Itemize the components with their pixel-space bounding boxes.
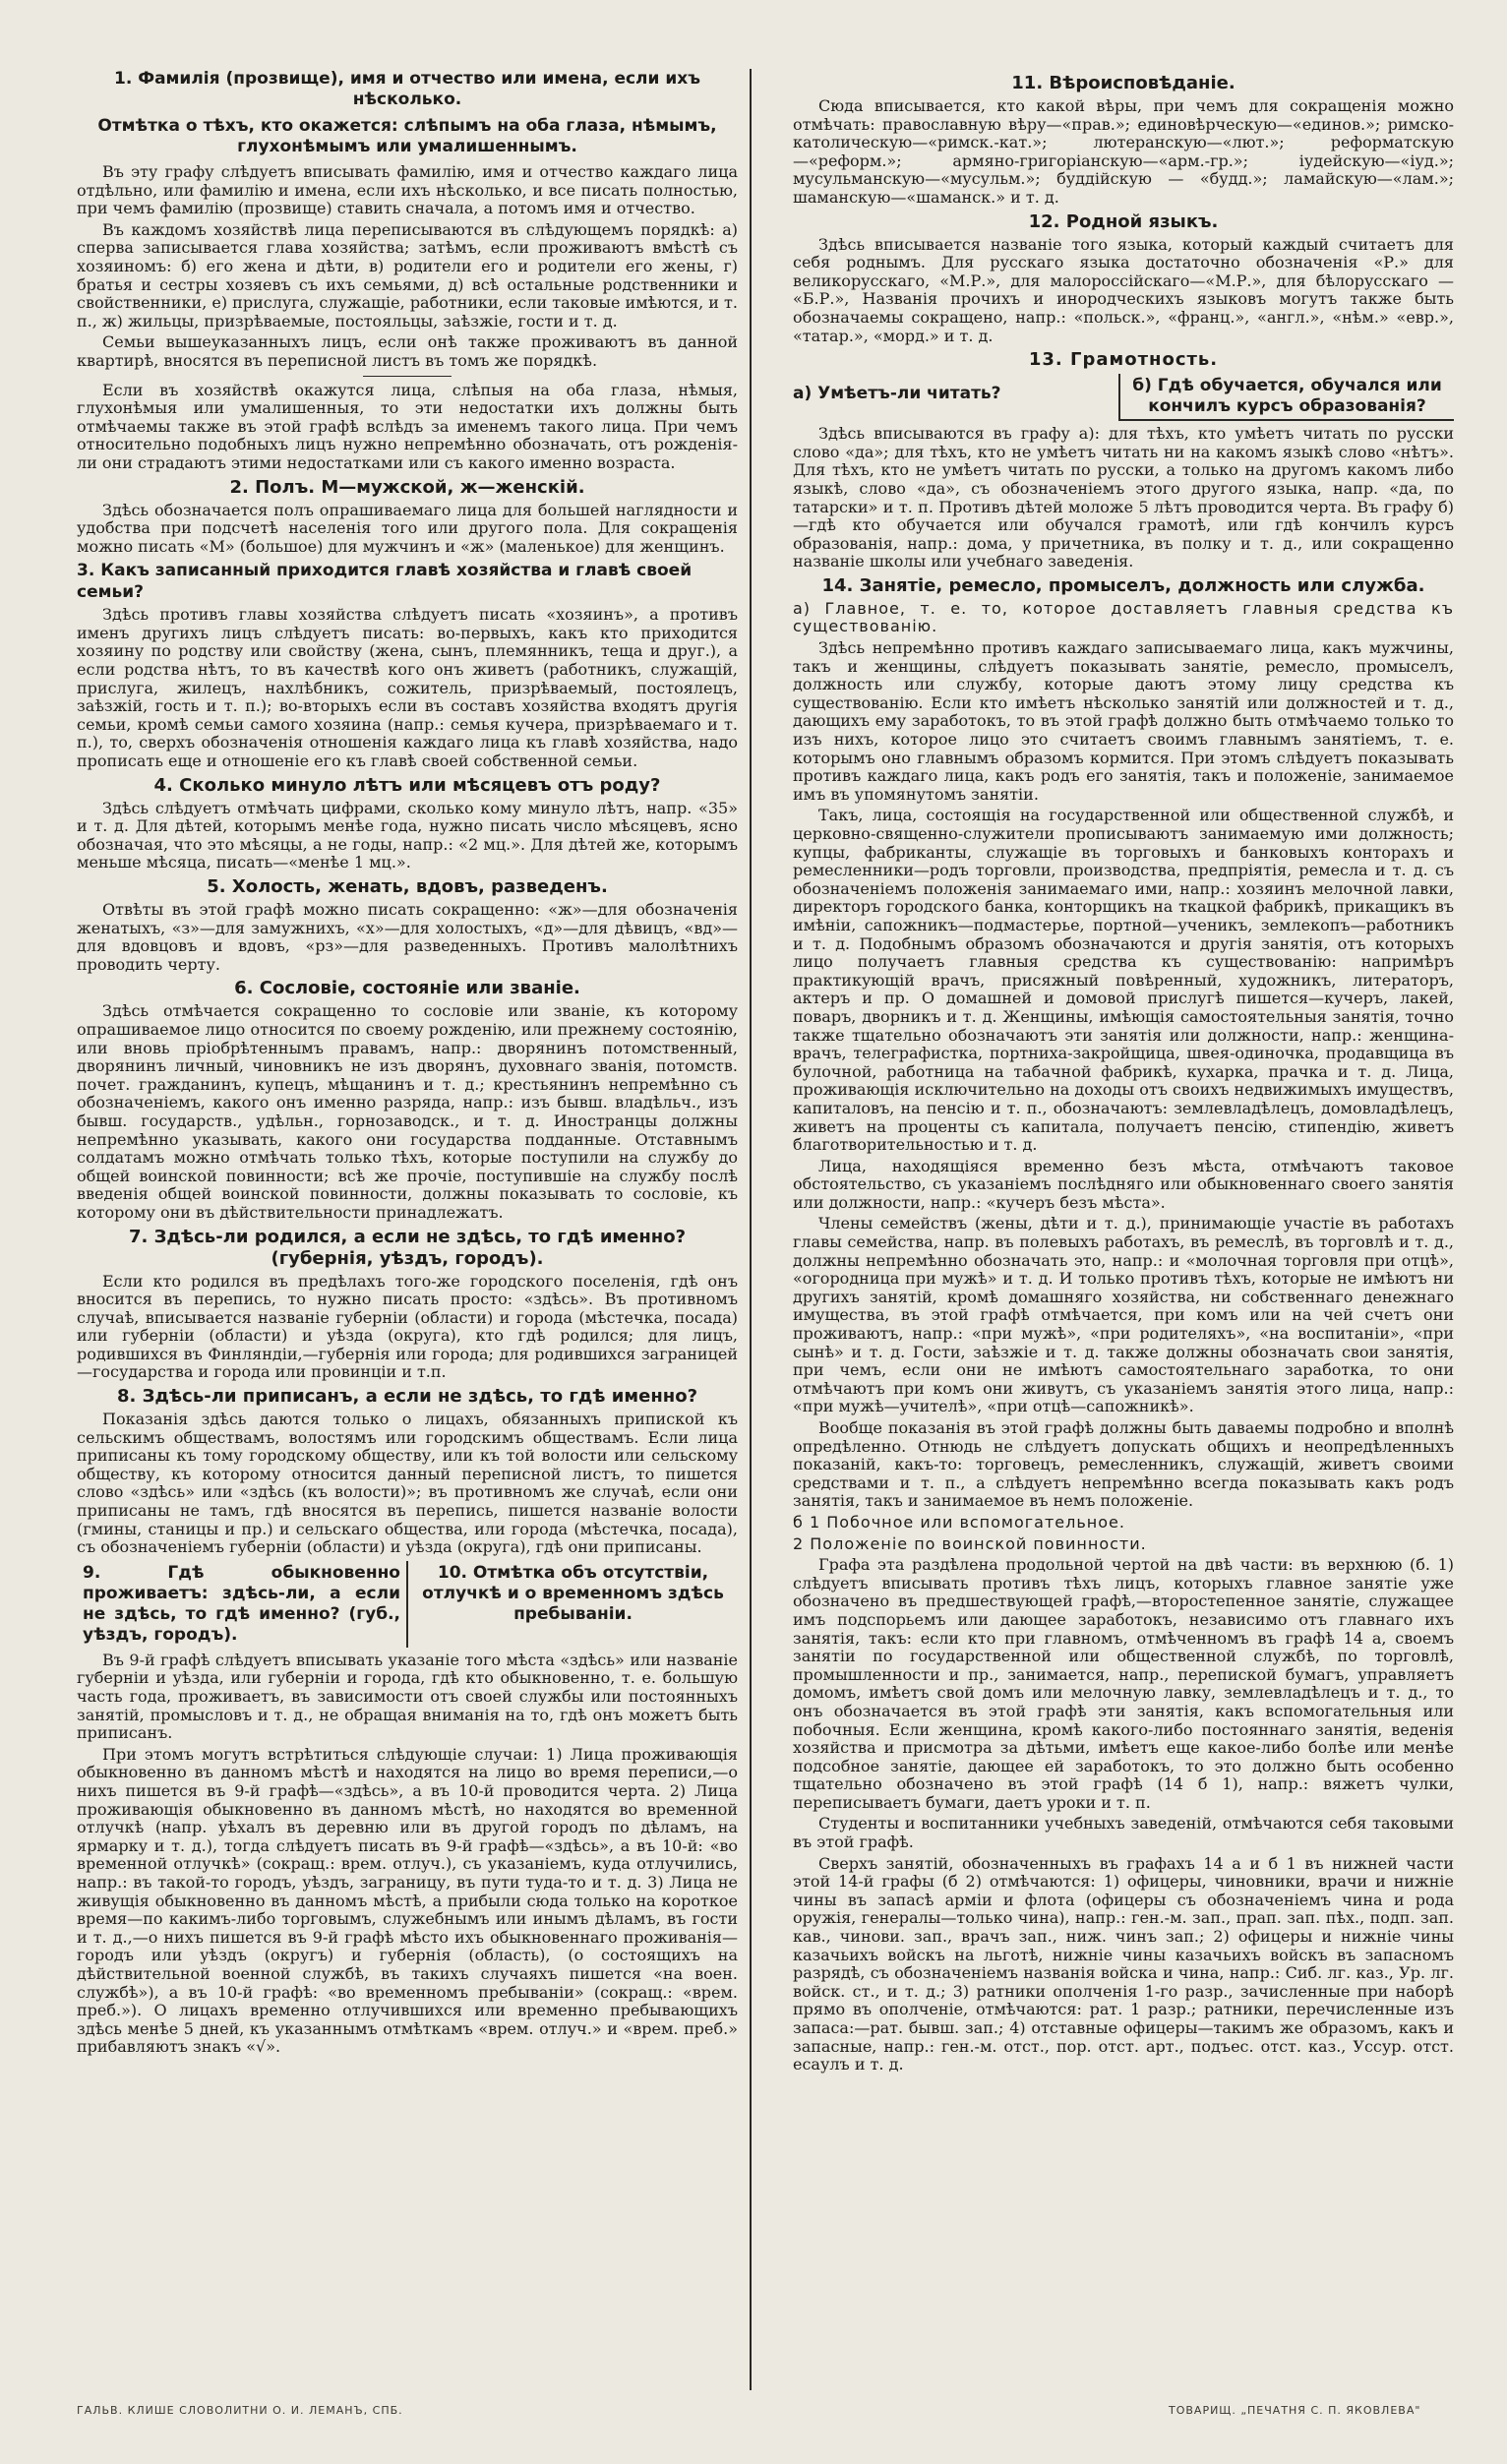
- section-13-b-label: б) Гдѣ обучается, обучался или кончилъ курсъ образованія?: [1118, 374, 1454, 421]
- paragraph: Въ каждомъ хозяйствѣ лица переписываются въ слѣдующемъ порядкѣ: а) сперва записывается глава хозяйства; затѣмъ, если проживаютъ вмѣстѣ съ хозяиномъ: б) его жена и дѣти, в) родители его и родители его жены, г) братья и сестры хозяевъ съ ихъ семьями, д) всѣ остальные родственники и свойственники, е) прислуга, служащіе, работники, если таковые имѣются, и т. п., ж) жильцы, призрѣваемые, постояльцы, заѣзжіе, гости и т. д.: [77, 219, 738, 331]
- section-8-title: 8. Здѣсь-ли приписанъ, а если не здѣсь, то гдѣ именно?: [116, 1386, 698, 1408]
- section-2-title: 2. Полъ. М—мужской, ж—женскій.: [229, 476, 585, 498]
- paragraph: Здѣсь вписываются въ графу а): для тѣхъ, кто умѣетъ читать по русски слово «да»; для тѣхъ, кто не умѣетъ читать ни на какомъ языкѣ слово «нѣтъ». Для тѣхъ, кто не умѣетъ читать по русски, а только на другомъ какомъ либо языкѣ, слово «да», съ обозначеніемъ этого другого языка, напр. «да, по татарски» и т. п. Противъ дѣтей моложе 5 лѣтъ проводится черта. Въ графу б)—гдѣ кто обучается или обучался грамотѣ, или гдѣ кончилъ курсъ образованія, напр.: дома, у причетника, въ полку и т. д., или сокращенно названіе школы или учебнаго заведенія.: [793, 424, 1454, 571]
- paragraph: Члены семействъ (жены, дѣти и т. д.), принимающіе участіе въ работахъ главы семейства, напр. въ полевыхъ работахъ, въ ремеслѣ, въ торговлѣ и т. д., должны непремѣнно обозначать это, напр.: и «молочная торговля при отцѣ», «огородница при мужѣ» и т. д. И только противъ тѣхъ, которые не имѣютъ ни другихъ занятій, кромѣ домашняго хозяйства, ни собственнаго денежнаго имущества, въ этой графѣ отмѣчается, при комъ или на чей счетъ они проживаютъ, напр.: «при мужѣ», «при родителяхъ», «на воспитаніи», «при сынѣ» и т. д. Гости, заѣзжіе и т. д. также должны обозначать свои занятія, при чемъ, если они не имѣютъ самостоятельнаго заработка, то они отмѣчаютъ при комъ они живутъ, съ указаніемъ занятія этого лица, напр.: «при мужѣ—учителѣ», «при отцѣ—сапожникѣ».: [793, 1214, 1454, 1416]
- section-12-title: 12. Родной языкъ.: [1028, 210, 1219, 232]
- section-13-a-label: а) Умѣетъ-ли читать?: [793, 384, 1001, 404]
- section-1-title: 1. Фамилія (прозвище), имя и отчество или имена, если ихъ нѣсколько.: [114, 69, 700, 109]
- paragraph: Здѣсь вписывается названіе того языка, который каждый считаетъ для себя роднымъ. Для русскаго языка достаточно обозначенія «Р.» для великорусскаго, «М.Р.», для малороссійскаго—«М.Р.», для бѣлорусскаго — «Б.Р.», Названія прочихъ и инородческихъ языковъ могутъ также быть обозначаемы сокращено, напр.: «польск.», «франц.», «англ.», «нѣм.» «евр.», «татар.», «морд.» и т. д.: [793, 234, 1454, 345]
- paragraph: Если кто родился въ предѣлахъ того-же городского поселенія, гдѣ онъ вносится въ перепись, то нужно писать просто: «здѣсь». Въ противномъ случаѣ, вписывается названіе губерніи (области) и города (мѣстечка, посада) или губерніи (области) и уѣзда (округа), кто гдѣ родился; для лицъ, родившихся въ Финляндіи,—губернія или города; для родившихся заграницей—государства и города или провинціи и т.п.: [77, 1271, 738, 1382]
- paragraph: Лица, находящіяся временно безъ мѣста, отмѣчаютъ таковое обстоятельство, съ указаніемъ послѣдняго или обыкновеннаго своего занятія или должности, напр.: «кучеръ безъ мѣста».: [793, 1156, 1454, 1212]
- paragraph: Сюда вписывается, кто какой вѣры, при чемъ для сокращенія можно отмѣчать: православную вѣру—«прав.»; единовѣрческую—«единов.»; римско-католическую—«римск.-кат.»; лютеранскую—«лют.»; реформатскую—«реформ.»; армяно-григоріанскую—«арм.-гр.»; іудейскую—«іуд.»; мусульманскую—«мусульм.»; буддійскую — «будд.»; ламайскую—«лам.»; шаманскую—«шаманск.» и т. д.: [793, 96, 1454, 207]
- section-5-title: 5. Холость, женать, вдовъ, разведенъ.: [207, 876, 608, 897]
- footer-printer-right: ТОВАРИЩ. „ПЕЧАТНЯ С. П. ЯКОВЛЕВА": [1169, 2404, 1421, 2417]
- paragraph: Здѣсь обозначается полъ опрашиваемаго лица для большей наглядности и удобства при подсчетѣ населенія того или другого пола. Для сокращенія можно писать «М» (большое) для мужчинъ и «ж» (маленькое) для женщинъ.: [77, 500, 738, 556]
- paragraph: Здѣсь отмѣчается сокращенно то сословіе или званіе, къ которому опрашиваемое лицо относится по своему рожденію, или прежнему состоянію, или вновь пріобрѣтеннымъ правамъ, напр.: дворянинъ потомственный, дворянинъ личный, чиновникъ не изъ дворянъ, духовнаго званія, потомств. почет. гражданинъ, купецъ, мѣщанинъ и т. д.; крестьянинъ непремѣнно съ обозначеніемъ, какого онъ именно разряда, напр.: изъ бывш. владѣльч., изъ бывш. государств., удѣльн., горнозаводск., и т. д. Иностранцы должны непремѣнно указывать, какого они государства подданные. Отставнымъ солдатамъ можно отмѣчать только тѣхъ, которые поступили на службу до общей воинской повинности; всѣ же прочіе, поступившіе на службу послѣ введенія общей воинской повинности, должны показывать то сословіе, къ которому они въ дѣйствительности принадлежатъ.: [77, 1001, 738, 1222]
- separator: [363, 376, 452, 377]
- paragraph: Показанія здѣсь даются только о лицахъ, обязанныхъ припиской къ сельскимъ обществамъ, волостямъ или городскимъ обществамъ. Если лица приписаны къ тому городскому обществу, или къ той волости или сельскому обществу, къ которому относится данный переписной листъ, то пишется слово «здѣсь» или «здѣсь (къ волости)»; въ противномъ же случаѣ, если они приписаны не тамъ, гдѣ вносятся въ перепись, пишется названіе волости (гмины, станицы и пр.) и сельскаго общества, или города (мѣстечка, посада), съ обозначеніемъ губерніи (области) и уѣзда (округа), гдѣ они приписаны.: [77, 1410, 738, 1557]
- section-13-header: [793, 374, 1454, 421]
- paragraph: Въ эту графу слѣдуетъ вписывать фамилію, имя и отчество каждаго лица отдѣльно, или фамилію и имена, если ихъ нѣсколько, и все писать полностью, при чемъ фамилію (прозвище) ставить сначала, а потомъ имя и отчество.: [77, 162, 738, 218]
- paragraph: Если въ хозяйствѣ окажутся лица, слѣпыя на оба глаза, нѣмыя, глухонѣмыя или умалишенныя, то эти недостатки ихъ должны быть отмѣчаемы также въ этой графѣ вслѣдъ за именемъ такого лица. При чемъ относительно подобныхъ лицъ нужно непремѣнно обозначать, отъ рожденія-ли они страдаютъ этими недостатками или съ какого именно возраста.: [77, 380, 738, 472]
- paragraph: Сверхъ занятій, обозначенныхъ въ графахъ 14 а и б 1 въ нижней части этой 14-й графы (б 2) отмѣчаются: 1) офицеры, чиновники, врачи и нижніе чины въ запасѣ арміи и флота (офицеры съ обозначеніемъ чина и рода оружія, генералы—только чина), напр.: ген.-м. зап., прап. зап. пѣх., подп. зап. кав., чинови. зап., врачъ зап., ниж. чинъ зап.; 2) офицеры и нижніе чины казачьихъ войскъ на льготѣ, нижніе чины казачьихъ войскъ въ запасномъ разрядѣ, съ обозначеніемъ названія войска и чина, напр.: Сиб. лг. каз., Ур. лг. войск. ст., и т. д.; 3) ратники ополченія 1-го разр., зачисленные при наборѣ прямо въ ополченіе, отмѣчаются: рат. 1 разр.; ратники, перечисленные изъ запаса:—рат. бывш. зап.; 4) отставные офицеры—такимъ же образомъ, какъ и запасные, напр.: ген.-м. отст., пор. отст. арт., подъес. отст. каз., Уссур. отст. есаулъ и т. д.: [793, 1853, 1454, 2074]
- paragraph: Здѣсь непремѣнно противъ каждаго записываемаго лица, какъ мужчины, такъ и женщины, слѣдуетъ показывать занятіе, ремесло, промыселъ, должность или службу, которые даютъ этому лицу средства къ существованію. Если кто имѣетъ нѣсколько занятій или должностей и т. д., дающихъ ему заработокъ, то въ этой графѣ должно быть отмѣчаемо только то изъ нихъ, которое лицо это считаетъ своимъ главнымъ занятіемъ, т. е. которымъ оно главнымъ образомъ кормится. При этомъ слѣдуетъ показывать противъ каждаго лица, какъ родъ его занятія, такъ и положеніе, занимаемое имъ въ упомянутомъ занятіи.: [793, 638, 1454, 804]
- right-column: [793, 69, 1454, 2077]
- paragraph: Вообще показанія въ этой графѣ должны быть даваемы подробно и вполнѣ опредѣленно. Отнюдь не слѣдуетъ допускать общихъ и неопредѣленныхъ показаній, какъ-то: торговецъ, ремесленникъ, служащій, живетъ своими средствами и т. п., а слѣдуетъ непремѣнно всегда показывать какъ родъ занятія, такъ и занимаемое въ немъ положеніе.: [793, 1418, 1454, 1511]
- section-14-b1-label: б 1 Побочное или вспомогательное.: [793, 1512, 1125, 1532]
- section-9-10-header: [77, 1561, 738, 1648]
- section-10-title: 10. Отмѣтка объ отсутствіи, отлучкѣ и о временномъ здѣсь пребываніи.: [406, 1561, 738, 1648]
- paragraph: При этомъ могутъ встрѣтиться слѣдующіе случаи: 1) Лица проживающія обыкновенно въ данномъ мѣстѣ и находятся на лицо во время переписи,—о нихъ пишется въ 9-й графѣ—«здѣсь», а въ 10-й проводится черта. 2) Лица проживающія обыкновенно въ данномъ мѣстѣ, но находятся во временной отлучкѣ (напр. уѣхалъ въ деревню или въ другой городъ по дѣламъ, на ярмарку и т. д.), тогда слѣдуетъ писать въ 9-й графѣ—«здѣсь», а въ 10-й: «во временной отлучкѣ» (сокращ.: врем. отлуч.), съ указаніемъ, куда отлучились, напр.: въ такой-то городъ, уѣздъ, заграницу, въ пути туда-то и т. д. 3) Лица не живущія обыкновенно въ данномъ мѣстѣ, а прибыли сюда только на короткое время—по какимъ-либо торговымъ, служебнымъ или инымъ дѣламъ, въ гости и т. д.,—о нихъ пишется въ 9-й графѣ мѣсто ихъ обыкновеннаго проживанія—городъ или уѣздъ (округъ) и губернія (область), (о состоящихъ на дѣйствительной военной службѣ, въ такихъ случаяхъ пишется «на воен. службѣ»), а въ 10-й графѣ: «во временномъ пребываніи» (сокращ.: «врем. преб.»). О лицахъ временно отлучившихся или временно пребывающихъ здѣсь менѣе 5 дней, къ указаннымъ отмѣткамъ «врем. отлуч.» и «врем. преб.» прибавляютъ знакъ «√».: [77, 1744, 738, 2057]
- section-3-title: 3. Какъ записанный приходится главѣ хозяйства и главѣ своей семьи?: [77, 561, 693, 603]
- section-14-subtitle: а) Главное, т. е. то, которое доставляетъ главныя средства къ существованію.: [793, 598, 1454, 636]
- section-11-title: 11. Вѣроисповѣданіе.: [1011, 73, 1236, 93]
- column-divider: [750, 69, 752, 2390]
- section-7-title: 7. Здѣсь-ли родился, а если не здѣсь, то гдѣ именно? (губернія, уѣздъ, городъ).: [128, 1226, 687, 1269]
- paragraph: Отвѣты въ этой графѣ можно писать сокращенно: «ж»—для обозначенія женатыхъ, «з»—для замужнихъ, «х»—для холостыхъ, «д»—для дѣвицъ, «вд»—для вдовцовъ и вдовъ, «рз»—для разведенныхъ. Противъ малолѣтнихъ проводить черту.: [77, 900, 738, 974]
- paragraph: Въ 9-й графѣ слѣдуетъ вписывать указаніе того мѣста «здѣсь» или названіе губерніи и уѣзда, или губерніи и города, гдѣ кто обыкновенно, т. е. большую часть года, проживаетъ, въ зависимости отъ своей службы или постоянныхъ занятій, промысловъ и т. д., не обращая вниманія на то, гдѣ онъ можетъ быть приписанъ.: [77, 1650, 738, 1743]
- section-14-title: 14. Занятіе, ремесло, промыселъ, должность или служба.: [821, 574, 1425, 596]
- section-6-title: 6. Сословіе, состояніе или званіе.: [234, 978, 580, 999]
- section-9-title: 9. Гдѣ обыкновенно проживаетъ: здѣсь-ли, а если не здѣсь, то гдѣ именно? (губ., уѣздъ, городъ).: [83, 1562, 400, 1645]
- paragraph: Семьи вышеуказанныхъ лицъ, если онѣ также проживаютъ въ данной квартирѣ, вносятся въ переписной листъ въ томъ же порядкѣ.: [77, 332, 738, 370]
- paragraph: Студенты и воспитанники учебныхъ заведеній, отмѣчаются себя таковыми въ этой графѣ.: [793, 1814, 1454, 1852]
- paragraph: Такъ, лица, состоящія на государственной или общественной службѣ, и церковно-священно-служители прописываютъ занимаемую ими должность; купцы, фабриканты, служащіе въ торговыхъ и банковыхъ конторахъ и ремесленники—родъ торговли, производства, предпріятія, ремесла и т. д. съ обозначеніемъ положенія занимаемаго ими, напр.: хозяинъ мелочной лавки, директоръ городского банка, конторщикъ на ткацкой фабрикѣ, прикащикъ въ имѣніи, сапожникъ—подмастерье, портной—ученикъ, землекопъ—работникъ и т. д. Подобнымъ образомъ обозначаются и другія занятія, отъ которыхъ лицо получаетъ главныя средства къ существованію: напримѣръ практикующій врачъ, присяжный повѣренный, художникъ, литераторъ, актеръ и пр. О домашней и домовой прислугѣ пишется—кучеръ, лакей, поваръ, дворникъ и т. д. Женщины, имѣющія самостоятельныя занятія, точно также тщательно обозначаютъ эти занятія или должности, напр.: женщина-врачъ, телеграфистка, портниха-закройщица, швея-одиночка, продавщица въ булочной, работница на табачной фабрикѣ, кухарка, прачка и т. д. Лица, проживающія исключительно на доходы отъ своихъ недвижимыхъ имуществъ, капиталовъ, на пенсію и т. п., обозначаютъ: землевладѣлецъ, домовладѣлецъ, живетъ на проценты съ капитала, получаетъ пенсію, стипендію, живетъ благотворительностью и т. д.: [793, 806, 1454, 1155]
- section-14-b2-label: 2 Положеніе по воинской повинности.: [793, 1533, 1147, 1553]
- paragraph: Здѣсь слѣдуетъ отмѣчать цифрами, сколько кому минуло лѣтъ, напр. «35» и т. д. Для дѣтей, которымъ менѣе года, нужно писать число мѣсяцевъ, ясно обозначая, что это мѣсяцы, а не годы, напр.: «2 мц.». Для дѣтей же, которымъ меньше мѣсяца, писать—«менѣе 1 мц.».: [77, 798, 738, 872]
- left-column: [77, 69, 738, 2060]
- section-1-note: Отмѣтка о тѣхъ, кто окажется: слѣпымъ на оба глаза, нѣмымъ, глухонѣмымъ или умалишеннымъ.: [97, 116, 717, 156]
- footer-printer-left: ГАЛЬВ. КЛИШЕ СЛОВОЛИТНИ О. И. ЛЕМАНЪ, СПБ.: [77, 2404, 403, 2417]
- paragraph: Здѣсь противъ главы хозяйства слѣдуетъ писать «хозяинъ», а противъ именъ другихъ лицъ слѣдуетъ писать: во-первыхъ, какъ кто приходится хозяину по родству или свойству (жена, сынъ, племянникъ, теща и друг.), а если родства нѣтъ, то въ качествѣ кого онъ живетъ (работникъ, служащій, прислуга, жилецъ, нахлѣбникъ, сожитель, призрѣваемый, постоялецъ, заѣзжій, гость и т. п.); во-вторыхъ если въ составъ хозяйства входятъ другія семьи, кромѣ семьи самого хозяина (напр.: семья кучера, призрѣваемаго и т. п.), то, сверхъ обозначенія отношенія каждаго лица къ главѣ хозяйства, надо прописать еще и отношеніе его къ главѣ своей собственной семьи.: [77, 605, 738, 771]
- section-4-title: 4. Сколько минуло лѣтъ или мѣсяцевъ отъ роду?: [153, 774, 661, 796]
- section-13-title: 13. Грамотность.: [1028, 349, 1219, 371]
- paragraph: Графа эта раздѣлена продольной чертой на двѣ части: въ верхнюю (б. 1) слѣдуетъ вписывать противъ тѣхъ лицъ, которыхъ главное занятіе уже обозначено въ предшествующей графѣ,—второстепенное занятіе, служащее имъ подспорьемъ или дающее заработокъ, независимо отъ главнаго ихъ занятія, такъ: если кто при главномъ, отмѣченномъ въ графѣ 14 а, своемъ занятіи по государственной или общественной службѣ, по торговлѣ, промышленности и пр., занимается, напр., перепиской бумагъ, управляетъ домомъ, имѣетъ свой домъ или мелочную лавку, землевладѣлецъ и т. д., то онъ обозначается въ этой графѣ эти занятія, какъ вспомогательныя или побочныя. Если женщина, кромѣ какого-либо постояннаго занятія, веденія хозяйства и присмотра за дѣтьми, имѣетъ еще какое-либо болѣе или менѣе подсобное занятіе, дающее ей заработокъ, то это должно быть особенно тщательно обозначено въ этой графѣ (14 б 1), напр.: вяжетъ чулки, переписываетъ бумаги, даетъ уроки и т. п.: [793, 1555, 1454, 1812]
